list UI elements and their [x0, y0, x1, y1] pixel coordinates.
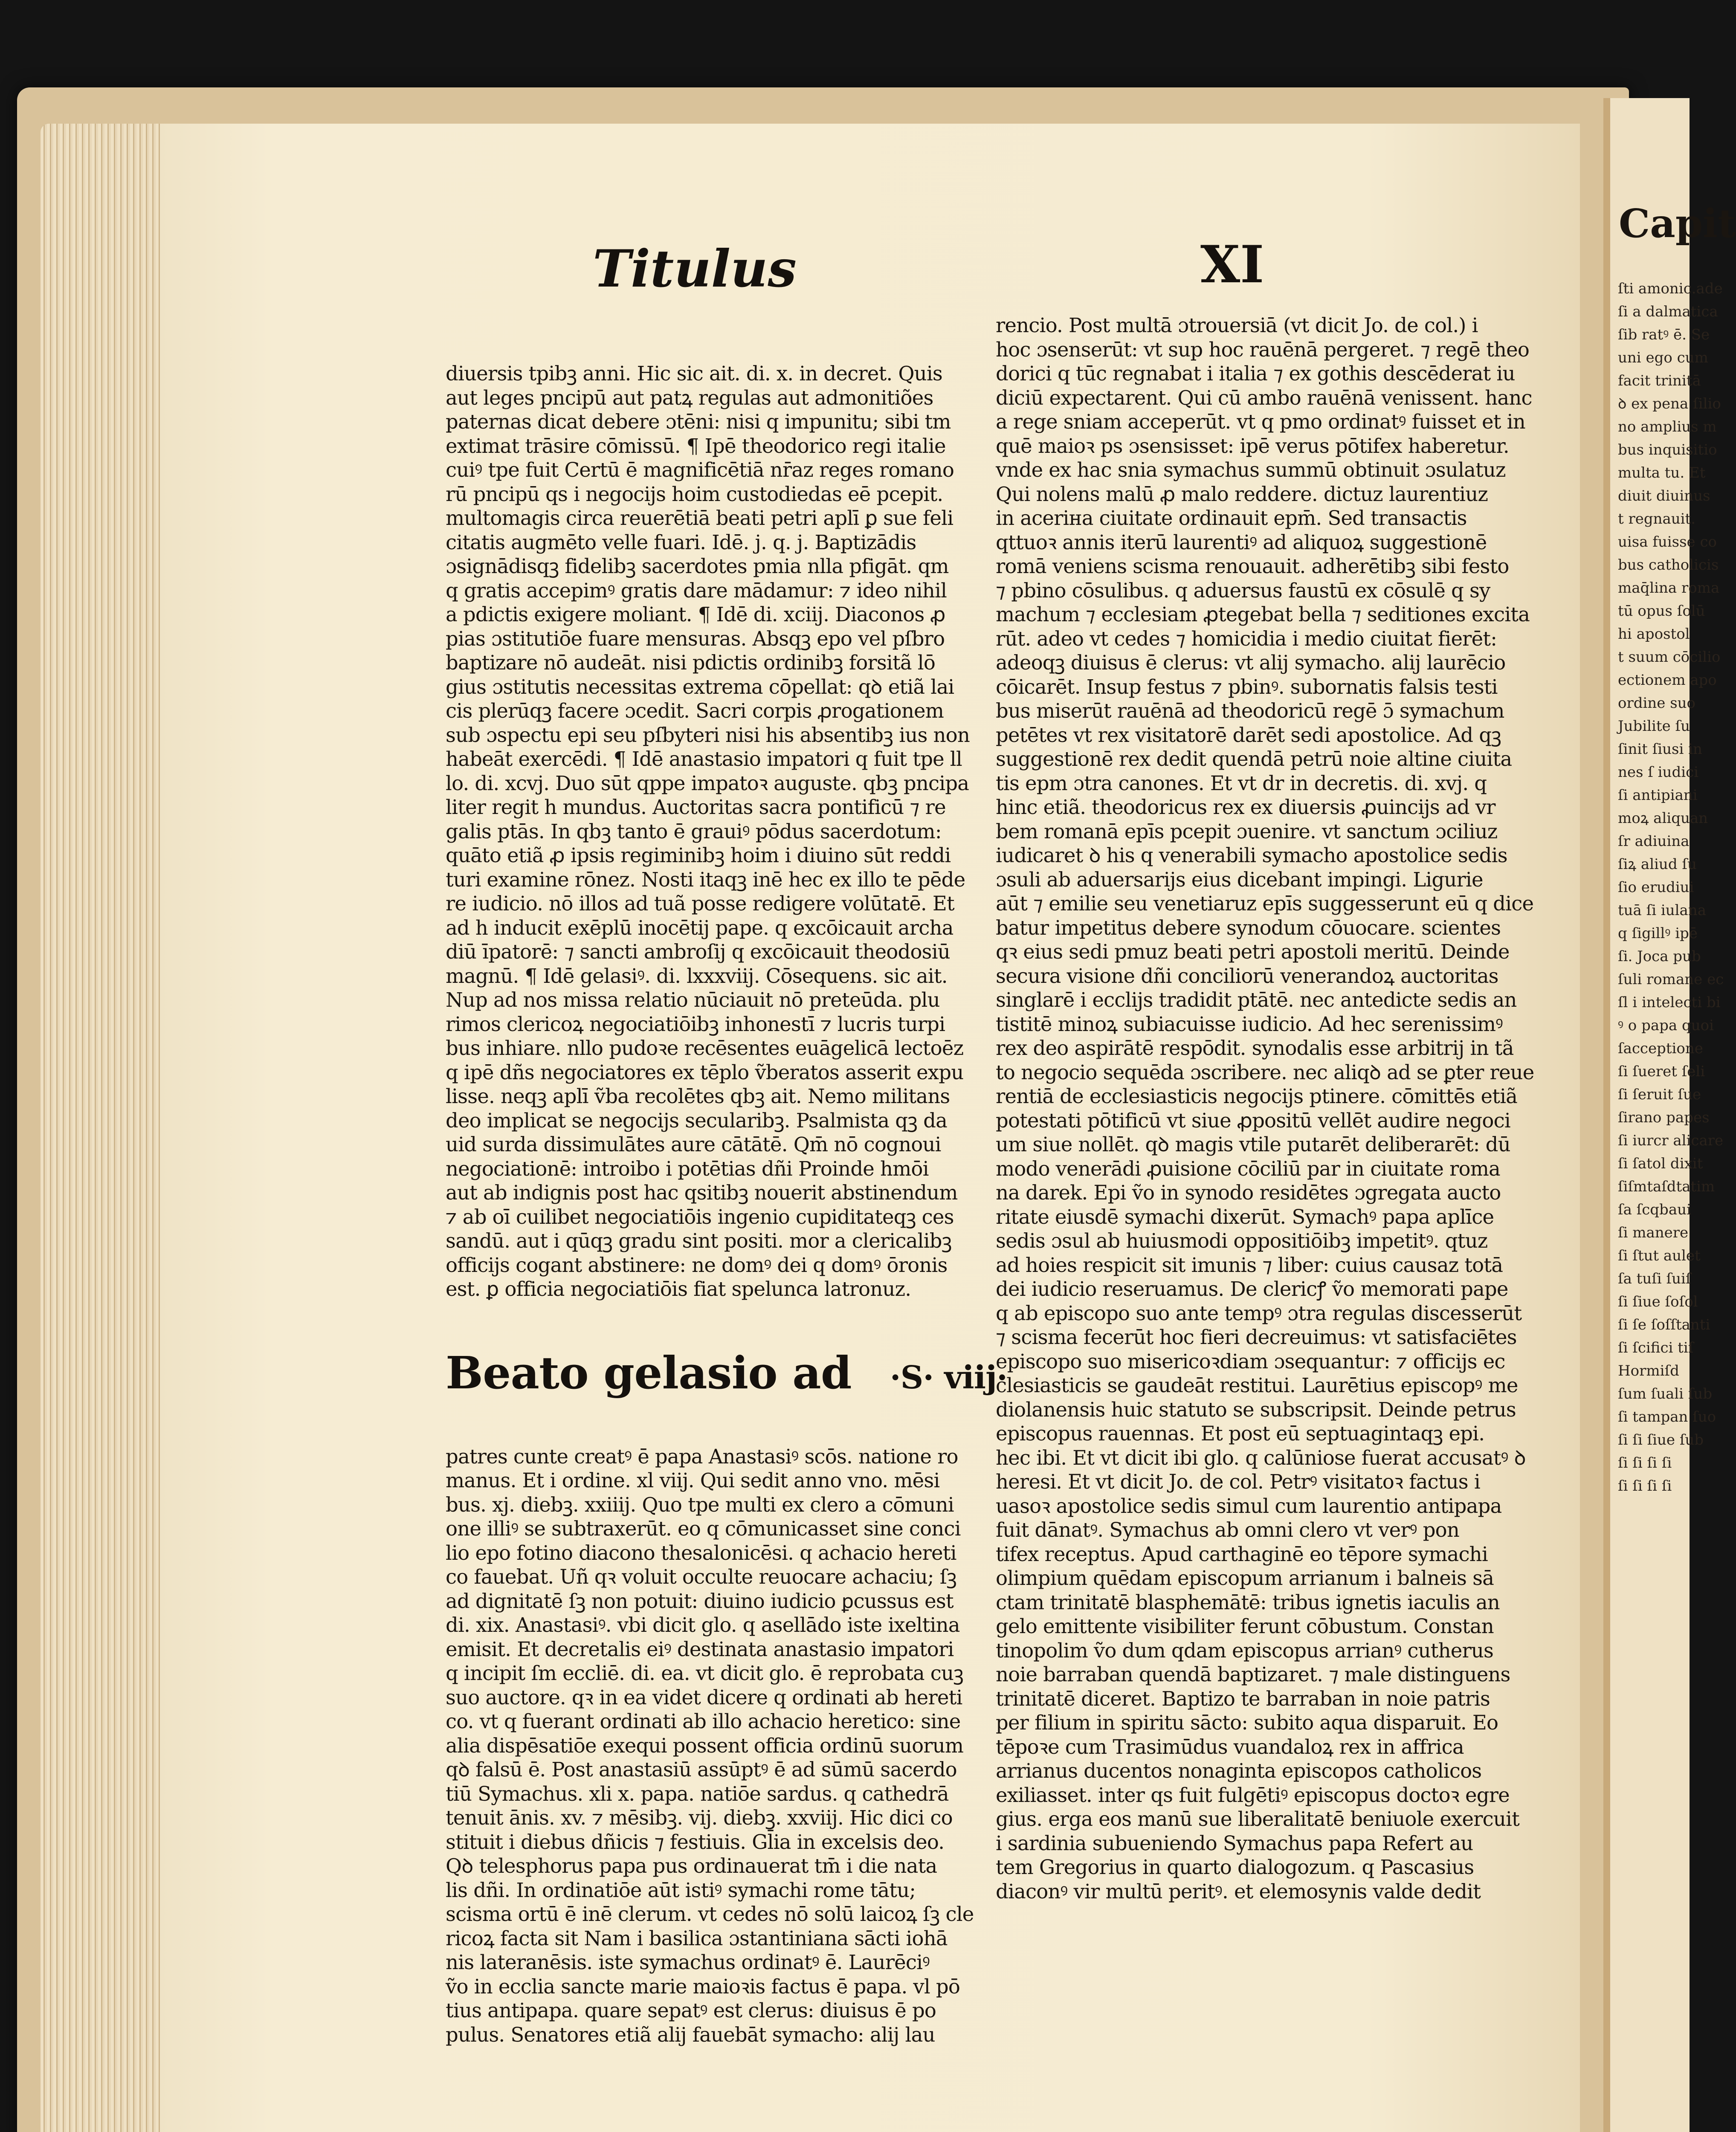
text-line: um siue nollēt. qꝺ magis vtile putarēt deliberarēt: dū [996, 1133, 1510, 1156]
text-line: Qui nolens malū ꝓ malo reddere. dictuz laurentiuz [996, 482, 1488, 506]
text-line: di. xix. Anastasiꝰ. vbi dicit glo. q asellādo iste ixeltina [446, 1613, 960, 1637]
text-line: secura visione dñi conciliorū venerandoꝝ auctoritas [996, 964, 1498, 988]
facing-page-fragment: ſirano papes [1618, 1109, 1710, 1126]
text-line: bus. xj. diebꝫ. xxiiij. Quo tpe multi ex clero a cōmuni [446, 1493, 954, 1516]
text-line: aut ab indignis post hac qsitibꝫ nouerit abstinendum [446, 1181, 958, 1204]
text-line: diuersis tpibꝫ anni. Hic sic ait. di. x. in decret. Quis [446, 362, 942, 385]
text-line: bus miserūt rauēnā ad theodoricū regē ɔ̄ symachum [996, 699, 1504, 722]
text-line: ritate eiusdē symachi dixerūt. Symachꝰ papa aplīce [996, 1205, 1494, 1228]
text-line: extimat trāsire cōmissū. ¶ Ipē theodorico regi italie [446, 434, 946, 458]
facing-page-fragment: ꝺ ex pena ſilio [1618, 395, 1721, 412]
facing-page-fragment: ſi antipiani [1618, 787, 1698, 804]
text-line: citatis augmēto velle fuari. Idē. j. q. j. Baptizādis [446, 530, 916, 554]
text-line: in aceriна ciuitate ordinauit epm̄. Sed transactis [996, 507, 1467, 530]
text-line: rimos clericoꝝ negociatiōibꝫ inhonestī ⁊ lucris turpi [446, 1012, 945, 1036]
text-line: modo venerādi ꝓuisione cōciliū par in ciuitate roma [996, 1157, 1500, 1180]
text-line: ⁊ scisma fecerūt hoc fieri decreuimus: vt satisfaciētes [996, 1326, 1517, 1349]
text-line: sandū. aut i qūqꝫ gradu sint positi. mor a clericalibꝫ [446, 1229, 952, 1252]
text-line: nis lateranēsis. iste symachus ordinatꝰ ē. Laurēciꝰ [446, 1951, 930, 1974]
facing-page-fragment: ſio erudiui [1618, 879, 1694, 896]
text-line: diaconꝰ vir multū peritꝰ. et elemosynis valde dedit [996, 1880, 1481, 1903]
text-line: pias ɔstitutiōe fuare mensuras. Absqꝫ epo vel pſbro [446, 627, 945, 650]
facing-page-fragment: ſi ſatol dixit [1618, 1155, 1703, 1172]
text-line: paternas dicat debere ɔtēni: nisi q impunitu; sibi tm [446, 410, 951, 433]
text-line: lis dñi. In ordinatiōe aūt istiꝰ symachi rome tātu; [446, 1878, 916, 1902]
text-line: cis plerūqꝫ facere ɔcedit. Sacri corpis ꝓrogationem [446, 699, 944, 722]
text-line: bem romanā epīs pcepit ɔuenire. vt sanctum ɔciliuz [996, 820, 1498, 843]
right-column [996, 313, 1571, 1903]
text-line: tis epm ɔtra canones. Et vt dr in decretis. di. xvj. q [996, 771, 1487, 795]
text-line: tēpoꝛe cum Trasimūdus vuandaloꝝ rex in affrica [996, 1735, 1464, 1758]
text-line: ⁊ ab oī cuilibet negociatiōis ingenio cupiditateqꝫ ces [446, 1205, 954, 1228]
text-line: co. vt q fuerant ordinati ab illo achacio heretico: sine [446, 1710, 961, 1733]
facing-page-edge [1603, 98, 1736, 2132]
text-line: turi examine rōnez. Nosti itaqꝫ inē hec ex illo te pēde [446, 868, 965, 891]
facing-page-text [1618, 277, 1724, 1498]
text-line: tem Gregorius in quarto dialogozum. q Pascasius [996, 1856, 1474, 1879]
facing-page-fragment: ſa tuſi ſuiſ [1618, 1270, 1691, 1287]
text-line: rū pncipū qs i negocijs hoim custodiedas eē pcepit. [446, 482, 943, 506]
facing-page-fragment: tū opus ſolū [1618, 603, 1705, 620]
facing-page-fragment: ſinit ſiusi in [1618, 741, 1702, 758]
text-line: dorici q tūc regnabat i italia ⁊ ex gothis descēderat iu [996, 362, 1515, 385]
text-line: aut leges pncipū aut patꝝ regulas aut admonitiões [446, 386, 933, 409]
text-line: officijs cogant abstinere: ne domꝰ dei q domꝰ ōronis [446, 1253, 948, 1277]
text-line: cuiꝰ tpe fuit Certū ē magnificētiā nr̄az reges romano [446, 458, 954, 481]
text-line: alia dispēsatiōe exequi possent officia ordinū suorum [446, 1734, 964, 1757]
facing-page-fragment: ꝰ o papa quoi [1618, 1017, 1714, 1034]
facing-page-fragment: ſacceptione [1618, 1040, 1703, 1057]
facing-page-fragment: ſuli romane ec [1618, 971, 1724, 988]
text-line: Qꝺ telesphorus papa pus ordinauerat tm̄ i die nata [446, 1854, 937, 1877]
text-line: q gratis accepimꝰ gratis dare mādamur: ⁊ ideo nihil [446, 579, 947, 602]
text-line: romā veniens scisma renouauit. adherētibꝫ sibi festo [996, 555, 1509, 578]
text-line: patres cunte creatꝰ ē papa Anastasiꝰ scōs. natione ro [446, 1445, 958, 1468]
facing-page-fragment: ſum ſuali ſub [1618, 1385, 1713, 1402]
facing-page-fragment: ſi. Joca pub [1618, 948, 1701, 965]
text-line: hinc etiã. theodoricus rex ex diuersis ꝓuincijs ad vr [996, 796, 1495, 819]
text-line: olimpium quēdam episcopum arrianum i balneis sā [996, 1567, 1494, 1590]
text-line: trinitatē diceret. Baptizo te barraban in noie patris [996, 1687, 1490, 1710]
text-line: rūt. adeo vt cedes ⁊ homicidia i medio ciuitat fierēt: [996, 627, 1497, 650]
text-line: negociationē: introibo i potētias dñi Proinde hmōi [446, 1157, 929, 1180]
text-line: lisse. neqꝫ aplī ṽba recolētes qbꝫ ait. Nemo militans [446, 1085, 950, 1108]
facing-page-fragment: ſi iurcr alicare [1618, 1132, 1724, 1149]
text-line: episcopo suo misericoꝛdiam ɔsequantur: ⁊ officijs ec [996, 1350, 1505, 1373]
text-line: stituit i diebus dñicis ⁊ festiuis. Gl̄ia in excelsis deo. [446, 1830, 945, 1854]
facing-page-fragment: uni ego cum [1618, 349, 1708, 366]
text-line: i sardinia subueniendo Symachus papa Refert au [996, 1831, 1473, 1855]
text-line: est. ꝑ officia negociatiōis fiat spelunca latronuz. [446, 1277, 911, 1301]
text-line: ctam trinitatē blasphemātē: tribus ignetis iaculis an [996, 1590, 1500, 1614]
facing-page-fragment: ſi ſi ſi ſi [1618, 1477, 1672, 1495]
facing-page-fragment: ſi a dalmatica [1618, 303, 1718, 320]
facing-page-fragment: ectionem apo [1618, 672, 1717, 689]
text-line: potestati pōtificū vt siue ꝓpositū vellēt audire negoci [996, 1109, 1510, 1132]
text-line: manus. Et i ordine. xl viij. Qui sedit anno vno. mēsi [446, 1469, 940, 1492]
text-line: uid surda dissimulātes aure cātātē. Qm̄ nō cognoui [446, 1133, 941, 1156]
text-line: rentiā de ecclesiasticis negocijs ptinere. cōmittēs etiã [996, 1085, 1518, 1108]
facing-page-fragment: ſiꝝ aliud ſu [1618, 856, 1697, 873]
text-line: baptizare nō audeāt. nisi pdictis ordinibꝫ forsitã lō [446, 651, 936, 674]
section-heading [446, 1346, 1008, 1399]
text-line: gelo emittente visibiliter ferunt cōbustum. Constan [996, 1615, 1494, 1638]
text-line: bus inhiare. nllo pudoꝛe recēsentes euāgelicā lectoēz [446, 1037, 964, 1060]
running-head: Titulus [593, 239, 797, 299]
facing-page-fragment: Jubilite ſu [1618, 718, 1690, 735]
facing-page-fragment: ſi ſiue ſoſol [1618, 1293, 1698, 1310]
text-line: pulus. Senatores etiã alij fauebāt symacho: alij lau [446, 2023, 935, 2046]
text-line: aūt ⁊ emilie seu venetiaruz epīs suggesserunt eū q dice [996, 892, 1534, 915]
text-line: singlarē i ecclijs tradidit ptātē. nec antedicte sedis an [996, 988, 1517, 1011]
text-line: na darek. Epi ṽo in synodo residētes ɔgregata aucto [996, 1181, 1501, 1204]
text-line: tiū Symachus. xli x. papa. natiōe sardus. q cathedrā [446, 1782, 949, 1805]
facing-page-fragment: ſi ſe ſoſſtanti [1618, 1316, 1710, 1333]
facing-page-fragment: facit trinitā [1618, 372, 1701, 389]
text-line: ⁊ pbino cōsulibus. q aduersus faustū ex cōsulē q sy [996, 579, 1490, 602]
text-line: q ab episcopo suo ante tempꝰ ɔtra regulas discesserūt [996, 1301, 1522, 1325]
text-line: ɔsignādisqꝫ fidelibꝫ sacerdotes pmia nlla pfigāt. qm [446, 555, 949, 578]
text-line: tistitē minoꝝ subiacuisse iudicio. Ad hec serenissimꝰ [996, 1012, 1503, 1036]
text-line: habeāt exercēdi. ¶ Idē anastasio impatori q fuit tpe ll [446, 747, 962, 771]
facing-page-fragment: multa tu. Et [1618, 464, 1706, 481]
text-line: tius antipapa. quare sepatꝰ est clerus: diuisus ē po [446, 1999, 936, 2022]
text-line: hoc ɔsenserūt: vt sup hoc rauēnā pergeret. ⁊ regē theo [996, 338, 1530, 361]
text-line: scisma ortū ē inē clerum. vt cedes nō solū laicoꝝ ſꝫ cle [446, 1903, 974, 1926]
facing-page-fragment: ſi ſi ſi ſi [1618, 1454, 1672, 1472]
facing-page-fragment: ordine suo [1618, 695, 1696, 712]
text-line: clesiasticis se gaudeāt restitui. Laurētius episcopꝰ me [996, 1374, 1518, 1397]
text-line: qꝺ falsū ē. Post anastasiū assūptꝰ ē ad sūmū sacerdo [446, 1758, 957, 1781]
text-line: vnde ex hac snia symachus summū obtinuit ɔsulatuz [996, 458, 1506, 481]
text-line: uasoꝛ apostolice sedis simul cum laurentio antipapa [996, 1494, 1502, 1518]
text-line: adeoqꝫ diuisus ē clerus: vt alij symacho. alij laurēcio [996, 651, 1506, 674]
text-line: sedis ɔsul ab huiusmodi oppositiōibꝫ impetitꝰ. qtuz [996, 1229, 1488, 1252]
facing-page-fragment: no amplius m [1618, 418, 1717, 435]
facing-page-fragment: nes ſ iudici [1618, 764, 1698, 781]
facing-page-fragment: t regnauit. [1618, 510, 1696, 527]
facing-page-fragment: ſi ſi ſiue ſub [1618, 1431, 1704, 1448]
text-line: co fauebat. Uñ qꝛ voluit occulte reuocare achaciu; ſꝫ [446, 1565, 957, 1588]
facing-page-fragment: maq̄lina roma [1618, 579, 1720, 597]
facing-page-fragment: ſiſmtaſdtatim [1618, 1178, 1715, 1195]
facing-page-fragment: ſti amonic.ade [1618, 280, 1723, 297]
text-line: ṽo in ecclia sancte marie maioꝛis factus ē papa. vl pō [446, 1975, 960, 1998]
text-line: re iudicio. nō illos ad tuã posse redigere volūtatē. Et [446, 892, 954, 915]
section-tag: ·S· viij· [890, 1359, 1008, 1396]
text-line: quē maioꝛ ps ɔsensisset: ipē verus pōtifex haberetur. [996, 434, 1509, 458]
text-line: dei iudicio reseruamus. De clericꝭ ṽo memorati pape [996, 1277, 1508, 1301]
text-line: ad dignitatē ſꝫ non potuit: diuino iudicio ꝑcussus est [446, 1589, 953, 1613]
facing-page-fragment: hi apostol [1618, 626, 1690, 643]
text-line: diū īpatorē: ⁊ sancti ambroſij q excōicauit theodosiū [446, 940, 950, 963]
text-line: exiliasset. inter qs fuit fulgētiꝰ episcopus doctoꝛ egre [996, 1783, 1510, 1807]
text-line: petētes vt rex visitatorē darēt sedi apostolice. Ad qꝫ [996, 723, 1501, 747]
text-line: multomagis circa reuerētiā beati petri aplī ꝑ sue feli [446, 507, 953, 530]
text-line: q ipē dñs negociatores ex tēplo ṽberatos asserit expu [446, 1060, 964, 1084]
text-line: gius. erga eos manū sue liberalitatē beniuole exercuit [996, 1808, 1519, 1831]
text-line: Nup ad nos missa relatio nūciauit nō preteūda. plu [446, 988, 940, 1011]
text-line: galis ptās. In qbꝫ tanto ē grauiꝰ pōdus sacerdotum: [446, 820, 942, 843]
text-line: rex deo aspirātē respōdit. synodalis esse arbitrij in tã [996, 1037, 1514, 1060]
facing-page-heading: Capit [1619, 200, 1736, 246]
page-edges [41, 124, 160, 2132]
text-line: q incipit ſm eccliē. di. ea. vt dicit glo. ē reprobata cuꝫ [446, 1662, 964, 1685]
text-line: tinopolim ṽo dum qdam episcopus arrianꝰ cutherus [996, 1639, 1494, 1662]
folio-number: XI [1200, 235, 1264, 295]
text-line: deo implicat se negocijs secularibꝫ. Psalmista qꝫ da [446, 1109, 948, 1132]
text-line: ricoꝝ facta sit Nam i basilica ɔstantiniana sācti iohā [446, 1926, 948, 1950]
text-line: liter regit h mundus. Auctoritas sacra pontificū ⁊ re [446, 796, 946, 819]
text-line: diolanensis huic statuto se subscripsit. Deinde petrus [996, 1398, 1516, 1421]
text-line: magnū. ¶ Idē gelasiꝰ. di. lxxxviij. Cōsequens. sic ait. [446, 964, 948, 988]
facing-page-fragment: ſib ratꝰ ē. Se [1618, 326, 1710, 343]
section-heading-text: Beato gelasio ad [446, 1346, 852, 1399]
facing-page-fragment: ſi tampan ſuo [1618, 1408, 1716, 1425]
text-line: a pdictis exigere moliant. ¶ Idē di. xciij. Diaconos ꝓ [446, 603, 945, 626]
facing-page-fragment: ſa ſcqbaui [1618, 1201, 1691, 1218]
text-line: gius ɔstitutis necessitas extrema cōpellat: qꝺ etiã lai [446, 675, 954, 698]
text-line: ɔsuli ab aduersarijs eius dicebant impingi. Ligurie [996, 868, 1483, 891]
text-line: ad h inducit exēplū inocētij pape. q excōicauit archa [446, 916, 953, 939]
text-line: a rege sniam acceperūt. vt q pmo ordinatꝰ fuisset et in [996, 410, 1525, 433]
text-line: one illiꝰ se subtraxerūt. eo q cōmunicasset sine conci [446, 1517, 961, 1540]
facing-page-fragment: ſi ſcifici tiſ [1618, 1339, 1694, 1356]
text-line: per filium in spiritu sācto: subito aqua disparuit. Eo [996, 1711, 1498, 1734]
left-column [446, 313, 1008, 2071]
text-line: lo. di. xcvj. Duo sūt qppe impatoꝛ auguste. qbꝫ pncipa [446, 771, 969, 795]
facing-page-fragment: ſi ſeruit ſue [1618, 1086, 1701, 1103]
facing-page-fragment: ſl i intelecti bi [1618, 994, 1721, 1011]
text-line: iudicaret ꝺ his q venerabili symacho apostolice sedis [996, 844, 1507, 867]
text-line: heresi. Et vt dicit Jo. de col. Petrꝰ visitatoꝛ factus i [996, 1470, 1480, 1493]
facing-page-fragment: t suum cōcilio [1618, 649, 1721, 666]
text-line: fuit dānatꝰ. Symachus ab omni clero vt verꝰ pon [996, 1518, 1459, 1541]
facing-page-fragment: ſi ſueret ſeli [1618, 1063, 1705, 1080]
text-line: ad hoies respicit sit imunis ⁊ liber: cuius causaz totā [996, 1253, 1503, 1277]
facing-page-fragment: tuā ſi iulana [1618, 902, 1706, 919]
facing-page-fragment: diuit diuinus [1618, 487, 1710, 504]
text-line: qttuoꝛ annis iterū laurentiꝰ ad aliquoꝝ suggestionē [996, 530, 1487, 554]
facing-page-fragment: moꝝ aliquan [1618, 810, 1708, 827]
text-line: emisit. Et decretalis eiꝰ destinata anastasio impatori [446, 1637, 954, 1661]
facing-page-fragment: ſi manere [1618, 1224, 1689, 1241]
text-line: qꝛ eius sedi pmuz beati petri apostoli meritū. Deinde [996, 940, 1510, 963]
text-line: suo auctore. qꝛ in ea videt dicere q ordinati ab hereti [446, 1686, 962, 1709]
text-line: tifex receptus. Apud carthaginē eo tēpore symachi [996, 1542, 1488, 1566]
text-line: rencio. Post multā ɔtrouersiā (vt dicit Jo. de col.) i [996, 314, 1478, 337]
facing-page-fragment: ſi ſtut aulet [1618, 1247, 1701, 1264]
text-line: arrianus ducentos nonaginta episcopos catholicos [996, 1759, 1482, 1782]
text-line: noie barraban quendā baptizaret. ⁊ male distinguens [996, 1663, 1510, 1686]
text-line: episcopus rauennas. Et post eū septuagintaqꝫ epi. [996, 1422, 1485, 1445]
facing-page-fragment: Hormiſd [1618, 1362, 1679, 1379]
facing-page-fragment: q ſigillꝰ ipē [1618, 925, 1698, 942]
facing-page-fragment: bus catholicis [1618, 556, 1719, 574]
text-line: batur impetitus debere synodum cōuocare. scientes [996, 916, 1501, 939]
text-line: quāto etiã ꝓ ipsis regiminibꝫ hoim i diuino sūt reddi [446, 844, 951, 867]
text-line: machum ⁊ ecclesiam ꝓtegebat bella ⁊ seditiones excita [996, 603, 1530, 626]
text-line: hec ibi. Et vt dicit ibi glo. q calūniose fuerat accusatꝰ ꝺ [996, 1446, 1526, 1469]
text-line: cōicarēt. Insup festus ⁊ pbinꝰ. subornatis falsis testi [996, 675, 1498, 698]
facing-page-fragment: uisa fuisse co [1618, 533, 1717, 550]
text-line: sub ɔspectu epi seu pſbyteri nisi his absentibꝫ ius non [446, 723, 970, 747]
text-line: tenuit ānis. xv. ⁊ mēsibꝫ. vij. diebꝫ. xxviij. Hic dici co [446, 1806, 953, 1829]
facing-page-fragment: bus inquisitio [1618, 441, 1717, 458]
text-line: lio epo fotino diacono thesalonicēsi. q achacio hereti [446, 1541, 956, 1564]
text-line: to negocio sequēda ɔscribere. nec aliqꝺ ad se ꝑter reue [996, 1060, 1534, 1084]
text-line: suggestionē rex dedit quendā petrū noie altine ciuita [996, 747, 1512, 771]
facing-page-fragment: ſr adiuina [1618, 833, 1690, 850]
text-line: diciū expectarent. Qui cū ambo rauēnā venissent. hanc [996, 386, 1532, 409]
